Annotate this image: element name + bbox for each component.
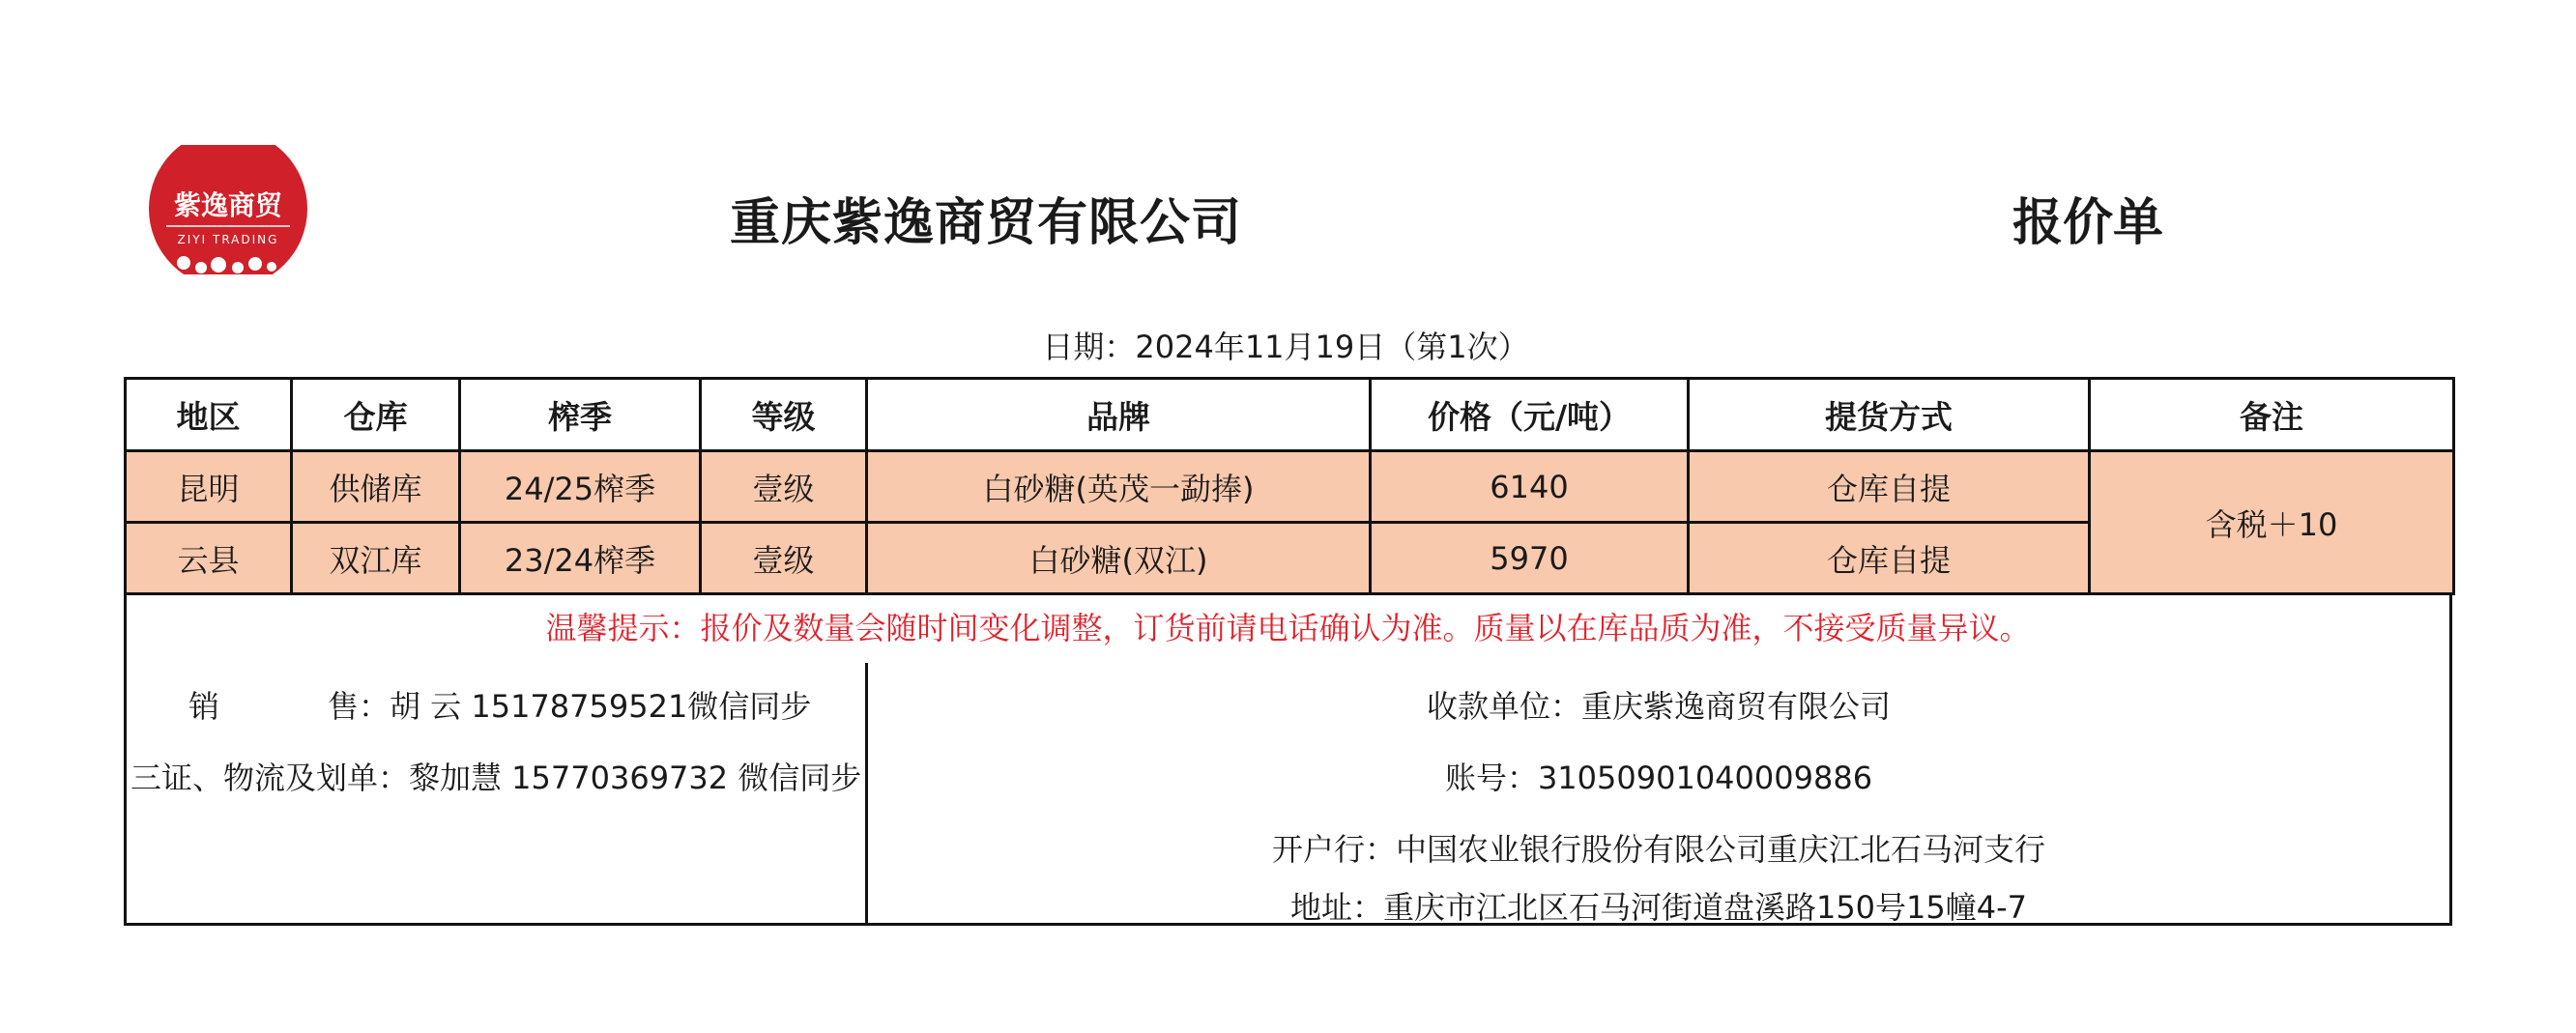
logistics-contact: 三证、物流及划单：黎加慧 15770369732 微信同步	[130, 760, 862, 796]
cell-region: 昆明	[126, 451, 292, 523]
price-table	[124, 377, 2455, 595]
cell-delivery: 仓库自提	[1689, 523, 2090, 594]
cell-brand: 白砂糖(英茂一勐捧)	[867, 451, 1371, 523]
quote-date: 日期：2024年11月19日（第1次）	[1042, 329, 1529, 365]
column-header-price: 价格（元/吨）	[1371, 379, 1689, 451]
column-header-delivery: 提货方式	[1689, 379, 2090, 451]
cell-region: 云县	[126, 523, 292, 594]
cell-price: 6140	[1371, 451, 1689, 523]
column-header-region: 地区	[126, 379, 292, 451]
svg-text:紫逸商贸: 紫逸商贸	[173, 189, 283, 221]
column-header-season: 榨季	[460, 379, 701, 451]
cell-season: 24/25榨季	[460, 451, 701, 523]
logo-seal-graphic	[145, 145, 311, 274]
cell-brand: 白砂糖(双江)	[867, 523, 1371, 594]
table-row	[126, 451, 2454, 523]
document-title: 报价单	[2012, 194, 2163, 252]
company-logo	[145, 145, 311, 274]
cell-remark: 含税＋10	[2090, 451, 2454, 594]
company-name: 重庆紫逸商贸有限公司	[729, 194, 1242, 252]
table-header-row	[126, 379, 2454, 451]
cell-grade: 壹级	[701, 523, 867, 594]
cell-warehouse: 双江库	[292, 523, 460, 594]
payee-name: 收款单位：重庆紫逸商贸有限公司	[1426, 688, 1891, 725]
column-header-grade: 等级	[701, 379, 867, 451]
cell-grade: 壹级	[701, 451, 867, 523]
sales-label-second: 售：	[328, 688, 391, 725]
cell-delivery: 仓库自提	[1689, 451, 2090, 523]
column-header-remark: 备注	[2090, 379, 2454, 451]
cell-price: 5970	[1371, 523, 1689, 594]
bank-name: 开户行：中国农业银行股份有限公司重庆江北石马河支行	[1271, 831, 2045, 868]
account-number: 账号：31050901040009886	[1444, 760, 1873, 796]
column-header-warehouse: 仓库	[292, 379, 460, 451]
svg-text:ZIYI TRADING: ZIYI TRADING	[177, 233, 279, 246]
cell-warehouse: 供储库	[292, 451, 460, 523]
warm-notice: 温馨提示：报价及数量会随时间变化调整，订货前请电话确认为准。质量以在库品质为准，不接受质量异议。	[124, 593, 2452, 663]
cell-season: 23/24榨季	[460, 523, 701, 594]
company-address: 地址：重庆市江北区石马河街道盘溪路150号15幢4-7	[1289, 889, 2028, 926]
column-header-brand: 品牌	[867, 379, 1371, 451]
contact-payment-section	[124, 663, 2452, 926]
sales-contact-value: 胡 云 15178759521微信同步	[390, 688, 812, 725]
sales-label-first: 销	[188, 688, 220, 725]
